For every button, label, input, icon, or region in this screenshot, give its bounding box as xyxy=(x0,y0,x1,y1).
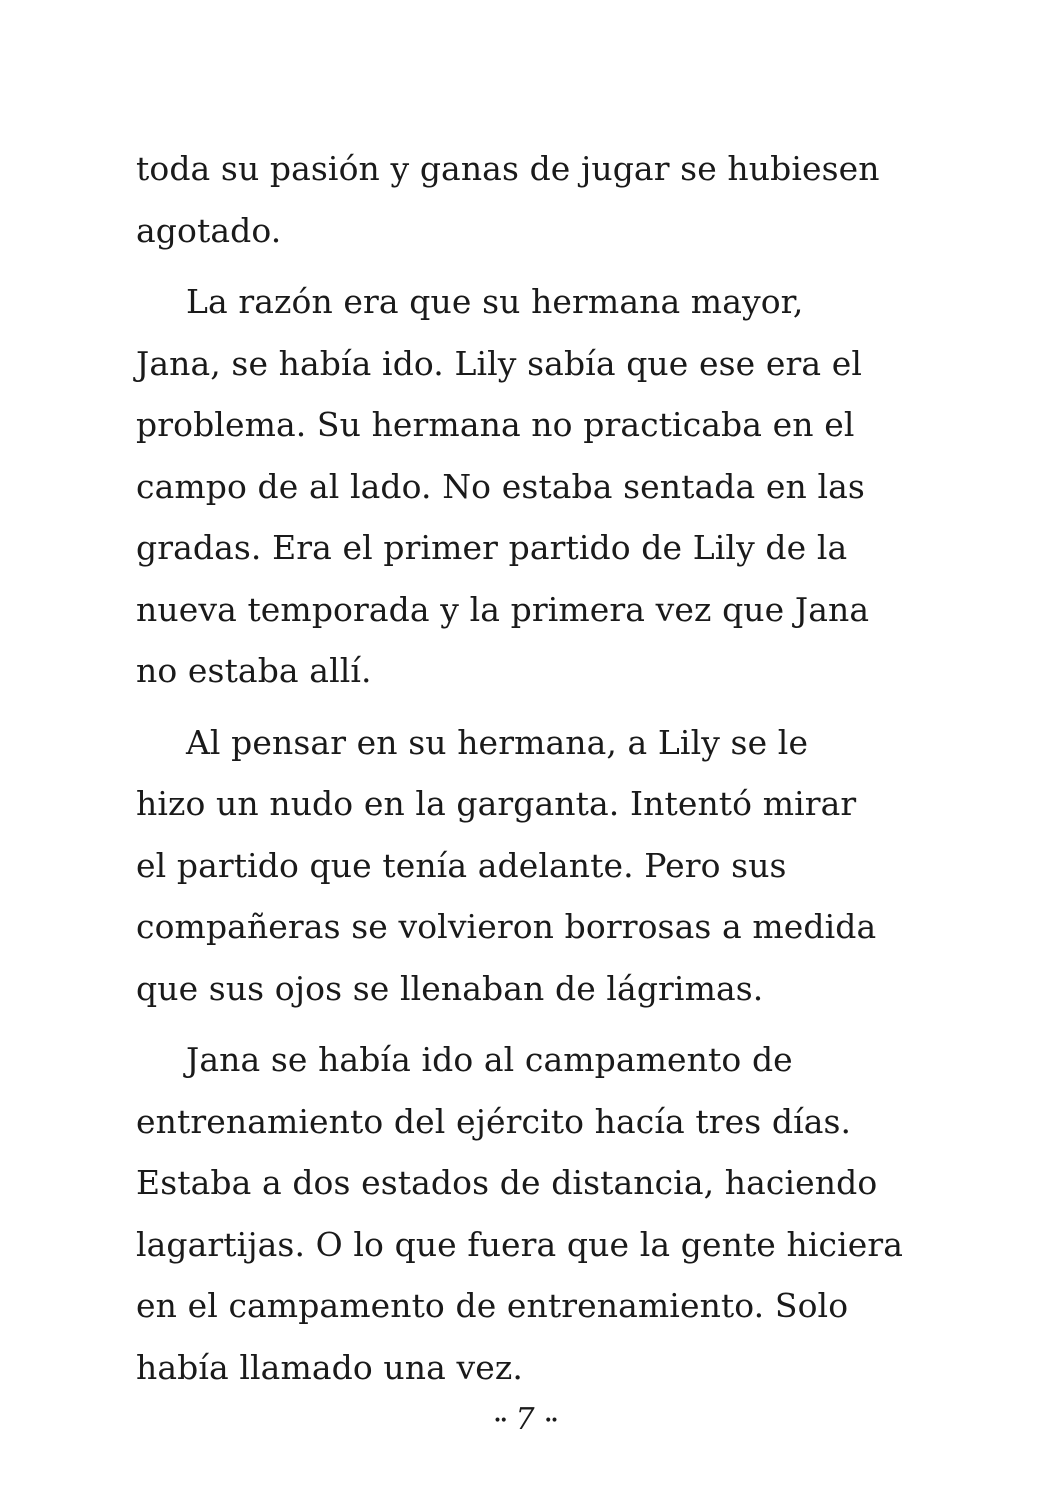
text-line: lagartijas. O lo que fuera que la gente hiciera xyxy=(136,1224,904,1264)
ornament-right-icon: •• xyxy=(544,1413,557,1429)
text-line: Jana, se había ido. Lily sabía que ese era el xyxy=(136,343,863,383)
page-number xyxy=(0,1402,1050,1437)
ornament-left-icon: •• xyxy=(493,1413,506,1429)
text-line: que sus ojos se llenaban de lágrimas. xyxy=(136,968,764,1008)
page-body xyxy=(136,138,916,1398)
text-line: Jana se había ido al campamento de xyxy=(186,1040,793,1079)
text-line: La razón era que su hermana mayor, xyxy=(186,282,804,321)
paragraph-3 xyxy=(136,712,916,1020)
text-line: toda su pasión y ganas de jugar se hubiesen xyxy=(136,149,880,188)
text-line: entrenamiento del ejército hacía tres días. xyxy=(136,1101,852,1141)
text-line: Al pensar en su hermana, a Lily se le xyxy=(186,722,809,762)
text-line: problema. Su hermana no practicaba en el xyxy=(136,405,855,444)
text-line: en el campamento de entrenamiento. Solo xyxy=(136,1286,849,1325)
text-line: hizo un nudo en la garganta. Intentó mirar xyxy=(136,784,857,823)
paragraph-1 xyxy=(136,138,916,261)
text-line: el partido que tenía adelante. Pero sus xyxy=(136,845,787,885)
text-line: agotado. xyxy=(136,210,282,250)
page-number-value: 7 xyxy=(515,1402,535,1437)
paragraph-2 xyxy=(136,271,916,702)
text-line: no estaba allí. xyxy=(136,651,372,690)
text-line: nueva temporada y la primera vez que Jana xyxy=(136,589,870,629)
paragraph-4 xyxy=(136,1029,916,1398)
text-line: compañeras se volvieron borrosas a medida xyxy=(136,907,877,946)
text-line: gradas. Era el primer partido de Lily de la xyxy=(136,528,848,567)
text-line: campo de al lado. No estaba sentada en las xyxy=(136,466,865,506)
text-line: había llamado una vez. xyxy=(136,1347,523,1387)
text-line: Estaba a dos estados de distancia, haciendo xyxy=(136,1163,878,1202)
